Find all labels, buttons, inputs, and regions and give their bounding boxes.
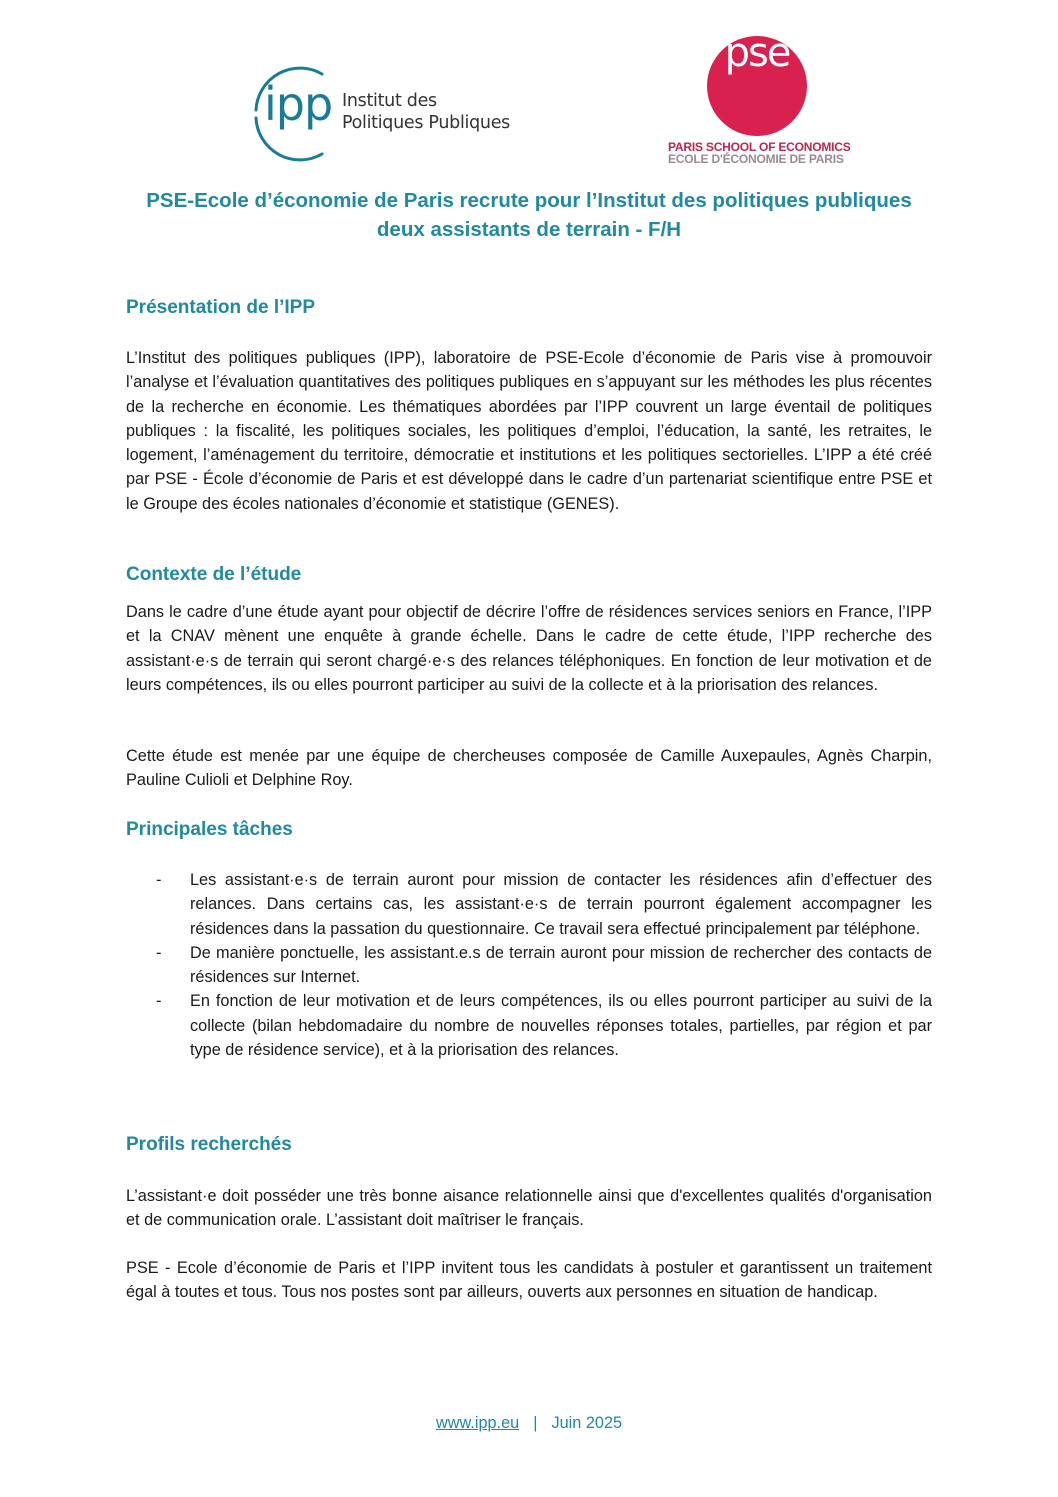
task-item-text: Les assistant·e·s de terrain auront pour mission de contacter les résidences afin d’effectuer des relances. Dans certains cas, les assistant·e·s de terrain pourront également accompagner les résidences dans la passation du questionnaire. Ce travail sera effectué principalement par téléphone. [190, 871, 932, 938]
page-footer [0, 1414, 1058, 1433]
pse-logo-letters: pse [724, 36, 790, 76]
ipp-logo-name-line2: Politiques Publiques [342, 113, 510, 133]
list-dash: - [156, 992, 162, 1011]
heading-profils: Profils recherchés [126, 1134, 292, 1155]
pse-logo-circle [707, 36, 807, 136]
task-item-text: De manière ponctuelle, les assistant.e.s de terrain auront pour mission de rechercher des contacts de résidences sur Internet. [190, 943, 932, 987]
paragraph-profils-2: PSE - Ecole d’économie de Paris et l’IPP invitent tous les candidats à postuler et garantissent un traitement égal à toutes et tous. Tous nos postes sont par ailleurs, ouverts aux personnes en situation de handicap. [126, 1259, 932, 1302]
list-dash: - [156, 871, 162, 889]
heading-presentation: Présentation de l’IPP [126, 297, 315, 318]
task-item [126, 868, 932, 941]
ipp-logo-name [342, 90, 510, 134]
heading-taches: Principales tâches [126, 819, 293, 840]
paragraph-presentation: L’Institut des politiques publiques (IPP), laboratoire de PSE-Ecole d’économie de Paris vise à promouvoir l’analyse et l’évaluation quantitatives des politiques publiques en s’appuyant sur les méthodes les plus récentes de la recherche en économie. Les thématiques abordées par l’IPP couvrent un large éventail de politiques publiques : la fiscalité, les politiques sociales, les politiques d’emploi, l’éducation, la santé, les retraites, le logement, l’aménagement du territoire, démocratie et institutions et les politiques sectorielles. L’IPP a été créé par PSE - École d’économie de Paris et est développé dans le cadre d’un partenariat scientifique entre PSE et le Groupe des écoles nationales d’économie et statistique (GENES). [126, 349, 932, 513]
footer-date: Juin 2025 [551, 1414, 623, 1432]
ipp-logo-name-line1: Institut des [342, 91, 437, 111]
paragraph-contexte-2: Cette étude est menée par une équipe de chercheuses composée de Camille Auxepaules, Agnès Charpin, Pauline Culioli et Delphine Roy. [126, 747, 932, 790]
pse-logo-line2: ECOLE D'ÉCONOMIE DE PARIS [668, 152, 844, 166]
document-title [100, 186, 958, 244]
document-title-line2: deux assistants de terrain - F/H [376, 218, 682, 241]
document-title-line1: PSE-Ecole d’économie de Paris recrute pour l’Institut des politiques publiques [146, 189, 912, 212]
footer-website-link[interactable]: www.ipp.eu [435, 1414, 520, 1432]
task-item [126, 941, 932, 990]
list-dash: - [156, 943, 162, 962]
task-item [126, 989, 932, 1062]
task-list [126, 868, 932, 1062]
paragraph-profils-1: L’assistant·e doit posséder une très bonne aisance relationnelle ainsi que d'excellentes qualités d'organisation et de communication orale. L’assistant doit maîtriser le français. [126, 1187, 932, 1230]
pse-logo-line1: PARIS SCHOOL OF ECONOMICS [668, 140, 851, 154]
paragraph-contexte-1: Dans le cadre d’une étude ayant pour objectif de décrire l’offre de résidences services seniors en France, l’IPP et la CNAV mènent une enquête à grande échelle. Dans le cadre de cette étude, l’IPP recherche des assistant·e·s de terrain qui seront chargé·e·s des relances téléphoniques. En fonction de leur motivation et de leurs compétences, ils ou elles pourront participer au suivi de la collecte et à la priorisation des relances. [126, 603, 932, 694]
pse-logo [664, 30, 860, 168]
footer-separator: | [533, 1414, 538, 1432]
ipp-logo-mark: ipp [264, 77, 333, 131]
ipp-logo [252, 62, 542, 164]
task-item-text: En fonction de leur motivation et de leurs compétences, ils ou elles pourront participer au suivi de la collecte (bilan hebdomadaire du nombre de nouvelles réponses totales, partielles, par région et par type de résidence service), et à la priorisation des relances. [190, 992, 932, 1060]
heading-contexte: Contexte de l’étude [126, 564, 302, 585]
